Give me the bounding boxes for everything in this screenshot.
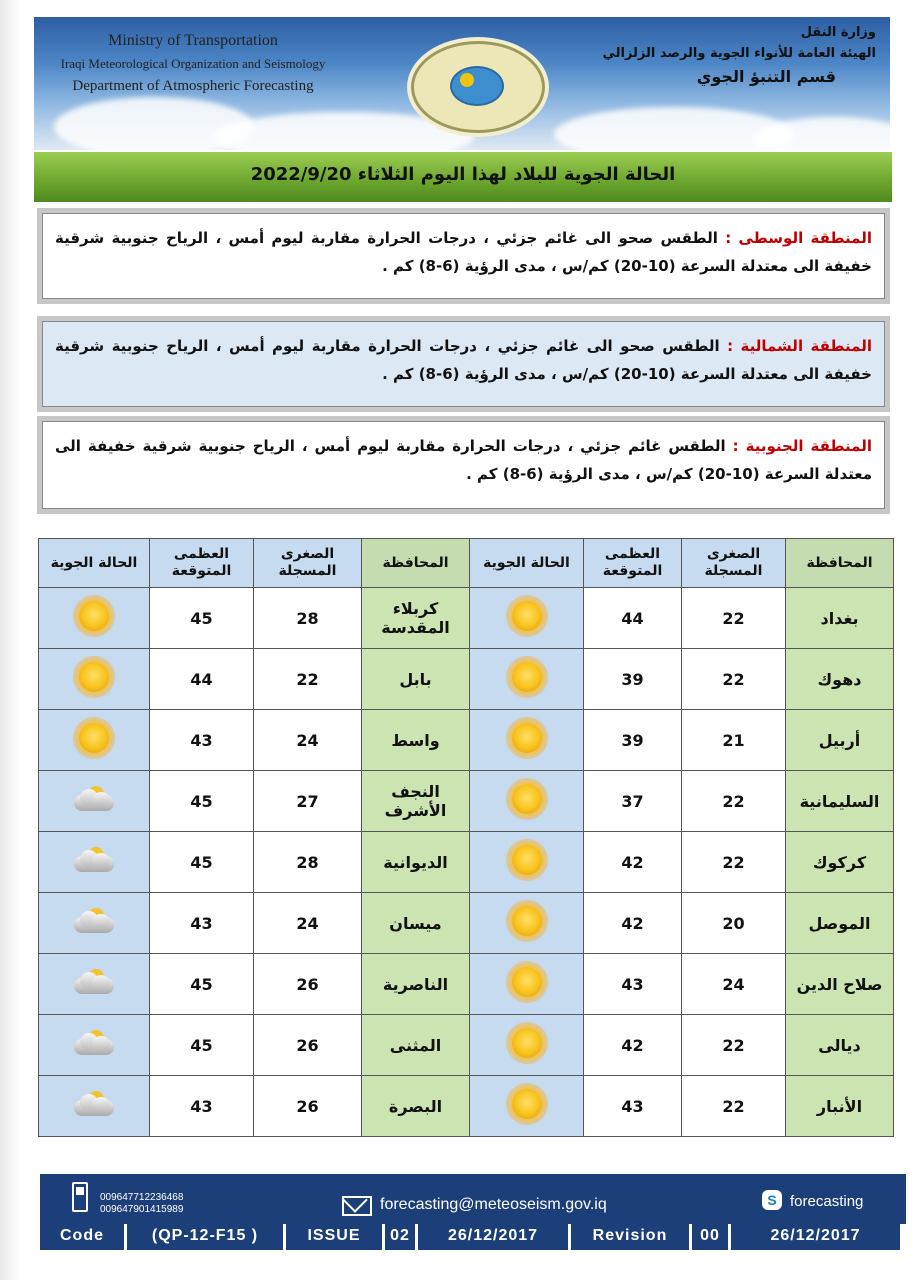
sun-icon [79, 723, 109, 753]
min-temp: 22 [682, 649, 786, 710]
condition-cell [470, 710, 584, 771]
region-label: المنطقة الشمالية : [727, 337, 872, 355]
header-condition: الحالة الجوية [39, 539, 150, 588]
province-name: كركوك [786, 832, 894, 893]
condition-cell [470, 832, 584, 893]
min-temp: 24 [254, 710, 362, 771]
table-header-row [39, 539, 894, 588]
min-temp: 26 [254, 954, 362, 1015]
partly-cloudy-icon [72, 968, 116, 996]
max-temp: 45 [150, 1015, 254, 1076]
phone-numbers [100, 1192, 183, 1216]
province-name: المثنى [362, 1015, 470, 1076]
sun-icon [79, 662, 109, 692]
max-temp: 43 [584, 1076, 682, 1137]
condition-cell [470, 649, 584, 710]
code-cell: ISSUE [286, 1224, 382, 1250]
max-temp: 42 [584, 893, 682, 954]
province-name: ديالى [786, 1015, 894, 1076]
max-temp: 44 [584, 588, 682, 649]
code-cell: 26/12/2017 [418, 1224, 568, 1250]
condition-cell [470, 588, 584, 649]
max-temp: 43 [150, 1076, 254, 1137]
province-name: البصرة [362, 1076, 470, 1137]
sun-icon [512, 784, 542, 814]
condition-cell [39, 710, 150, 771]
province-name: ميسان [362, 893, 470, 954]
min-temp: 20 [682, 893, 786, 954]
min-temp: 26 [254, 1015, 362, 1076]
min-temp: 22 [682, 1076, 786, 1137]
mail-icon [342, 1196, 372, 1216]
province-name: أربيل [786, 710, 894, 771]
province-name: الديوانية [362, 832, 470, 893]
region-north [37, 316, 890, 412]
table-row [39, 1015, 894, 1076]
skype-handle: forecasting [790, 1193, 864, 1210]
province-name: بابل [362, 649, 470, 710]
condition-cell [470, 1015, 584, 1076]
min-temp: 26 [254, 1076, 362, 1137]
code-cell: Code [40, 1224, 124, 1250]
table-row [39, 710, 894, 771]
province-name: الموصل [786, 893, 894, 954]
condition-cell [470, 1076, 584, 1137]
condition-cell [470, 954, 584, 1015]
sun-icon [512, 662, 542, 692]
footer-contacts [40, 1174, 906, 1222]
region-central [37, 208, 890, 304]
code-cell: Revision [571, 1224, 689, 1250]
max-temp: 45 [150, 954, 254, 1015]
max-temp: 43 [150, 710, 254, 771]
min-temp: 28 [254, 832, 362, 893]
region-north-text [42, 321, 885, 407]
header-english [48, 29, 338, 98]
region-south [37, 416, 890, 514]
code-cell: 00 [692, 1224, 728, 1250]
table-row [39, 771, 894, 832]
title-bar [34, 152, 892, 202]
code-cell: 02 [385, 1224, 415, 1250]
partly-cloudy-icon [72, 785, 116, 813]
header-max: العظمى المتوقعة [584, 539, 682, 588]
header-condition: الحالة الجوية [470, 539, 584, 588]
min-temp: 24 [254, 893, 362, 954]
header-min: الصغرى المسجلة [682, 539, 786, 588]
sun-icon [512, 723, 542, 753]
condition-cell [39, 588, 150, 649]
table-row [39, 588, 894, 649]
sun-icon [512, 845, 542, 875]
max-temp: 42 [584, 1015, 682, 1076]
table-row [39, 893, 894, 954]
sun-icon [512, 967, 542, 997]
partly-cloudy-icon [72, 846, 116, 874]
province-name: صلاح الدين [786, 954, 894, 1015]
sun-icon [79, 601, 109, 631]
table-body [39, 588, 894, 1137]
min-temp: 28 [254, 588, 362, 649]
province-name: الأنبار [786, 1076, 894, 1137]
ministry-name-en: Ministry of Transportation [108, 32, 278, 49]
condition-cell [39, 954, 150, 1015]
province-name: واسط [362, 710, 470, 771]
table-row [39, 649, 894, 710]
condition-cell [39, 1076, 150, 1137]
ministry-name-ar: وزارة النقل [800, 25, 876, 40]
logo-sun-icon [460, 73, 474, 87]
sun-icon [512, 906, 542, 936]
organization-name-ar: الهيئة العامة للأنواء الجوية والرصد الزلزالي [602, 46, 876, 61]
province-name: الناصرية [362, 954, 470, 1015]
min-temp: 27 [254, 771, 362, 832]
min-temp: 21 [682, 710, 786, 771]
condition-cell [470, 771, 584, 832]
region-description: الطقس صحو الى غائم جزئي ، درجات الحرارة مقاربة ليوم أمس ، الرياح جنوبية شرقية خفيفة الى معتدلة السرعة (10-20) كم/س ، مدى الرؤية (6-8) كم . [55, 229, 872, 275]
province-name: بغداد [786, 588, 894, 649]
code-cell: (QP-12-F15 ) [127, 1224, 283, 1250]
organization-logo [411, 41, 545, 133]
condition-cell [39, 1015, 150, 1076]
max-temp: 45 [150, 588, 254, 649]
code-cell: 26/12/2017 [731, 1224, 900, 1250]
page-edge [0, 0, 20, 1280]
sun-icon [512, 1028, 542, 1058]
max-temp: 39 [584, 649, 682, 710]
condition-cell [39, 893, 150, 954]
province-name: السليمانية [786, 771, 894, 832]
max-temp: 39 [584, 710, 682, 771]
min-temp: 22 [682, 832, 786, 893]
header-min: الصغرى المسجلة [254, 539, 362, 588]
organization-name-en: Iraqi Meteorological Organization and Seismology [60, 56, 326, 71]
phone-icon [72, 1182, 88, 1212]
phone-number: 009647901415989 [100, 1204, 184, 1215]
email-address: forecasting@meteoseism.gov.iq [380, 1196, 607, 1213]
region-south-text [42, 421, 885, 509]
max-temp: 37 [584, 771, 682, 832]
condition-cell [39, 832, 150, 893]
region-description: الطقس غائم جزئي ، درجات الحرارة مقاربة ليوم أمس ، الرياح جنوبية شرقية خفيفة الى معتدلة السرعة (10-20) كم/س ، مدى الرؤية (6-8) كم . [55, 437, 872, 483]
footer [40, 1174, 906, 1250]
max-temp: 44 [150, 649, 254, 710]
province-name: كربلاء المقدسة [362, 588, 470, 649]
max-temp: 43 [584, 954, 682, 1015]
header-arabic [596, 25, 876, 86]
region-description: الطقس صحو الى غائم جزئي ، درجات الحرارة مقاربة ليوم أمس ، الرياح جنوبية شرقية خفيفة الى معتدلة السرعة (10-20) كم/س ، مدى الرؤية (6-8) كم . [55, 337, 872, 383]
max-temp: 43 [150, 893, 254, 954]
forecast-table [38, 538, 894, 1137]
max-temp: 42 [584, 832, 682, 893]
region-label: المنطقة الوسطى : [725, 229, 872, 247]
table-row [39, 832, 894, 893]
department-name-ar: قسم التنبؤ الجوي [696, 67, 836, 86]
region-central-text [42, 213, 885, 299]
partly-cloudy-icon [72, 1090, 116, 1118]
header-province: المحافظة [786, 539, 894, 588]
phone-number: 009647712236468 [100, 1192, 184, 1203]
condition-cell [39, 649, 150, 710]
province-name: دهوك [786, 649, 894, 710]
sun-icon [512, 1089, 542, 1119]
region-label: المنطقة الجنوبية : [732, 437, 872, 455]
condition-cell [470, 893, 584, 954]
max-temp: 45 [150, 771, 254, 832]
header-banner [34, 17, 890, 150]
max-temp: 45 [150, 832, 254, 893]
document-code-row [40, 1222, 906, 1250]
min-temp: 22 [682, 1015, 786, 1076]
min-temp: 22 [682, 771, 786, 832]
partly-cloudy-icon [72, 907, 116, 935]
min-temp: 22 [682, 588, 786, 649]
province-name: النجف الأشرف [362, 771, 470, 832]
header-province: المحافظة [362, 539, 470, 588]
min-temp: 22 [254, 649, 362, 710]
partly-cloudy-icon [72, 1029, 116, 1057]
department-name-en: Department of Atmospheric Forecasting [72, 78, 314, 94]
min-temp: 24 [682, 954, 786, 1015]
skype-icon: S [762, 1190, 782, 1210]
table-row [39, 954, 894, 1015]
condition-cell [39, 771, 150, 832]
logo-emblem [450, 66, 504, 106]
bulletin-title: الحالة الجوية للبلاد لهذا اليوم الثلاثاء 2022/9/20 [250, 164, 676, 185]
header-max: العظمى المتوقعة [150, 539, 254, 588]
sun-icon [512, 601, 542, 631]
table-row [39, 1076, 894, 1137]
